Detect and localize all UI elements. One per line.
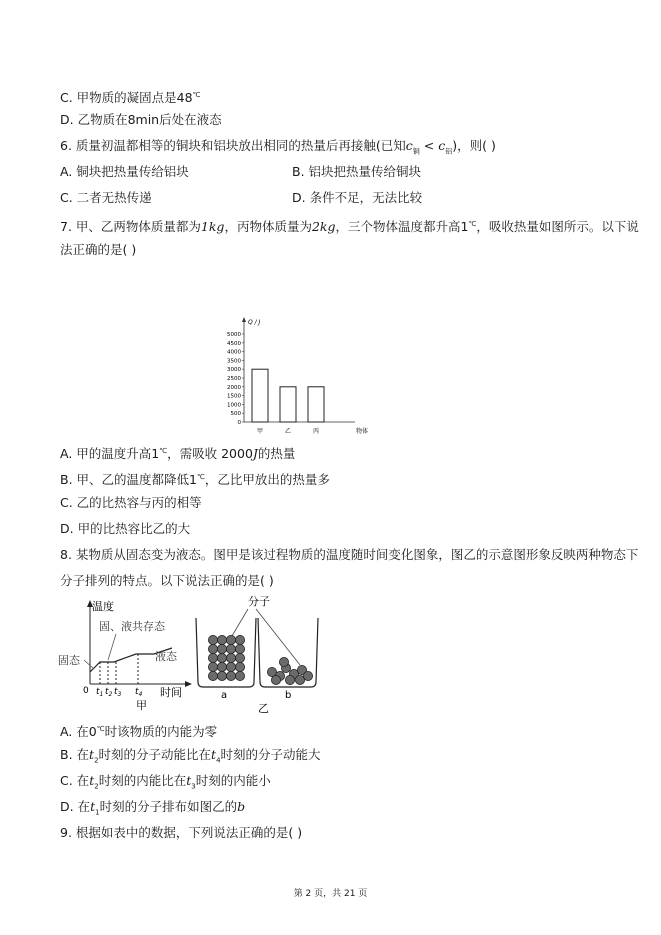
- liquid-label: 液态: [155, 650, 177, 663]
- time-axis-label: 时间: [160, 686, 182, 699]
- molecule: [208, 662, 217, 671]
- q5-option-c: C. 甲物质的凝固点是48℃: [60, 90, 201, 106]
- molecules-solid: [208, 635, 244, 680]
- molecule-label: 分子: [248, 595, 270, 608]
- category-label: 丙: [312, 428, 320, 435]
- bar-2: [308, 387, 324, 422]
- category-label: 甲: [256, 428, 264, 435]
- q6-option-c: C. 二者无热传递: [60, 190, 152, 205]
- q7-option-c: C. 乙的比热容与丙的相等: [60, 495, 202, 510]
- molecule: [235, 644, 244, 653]
- molecule: [285, 675, 294, 684]
- molecule: [217, 653, 226, 662]
- beaker-b-label: b: [285, 690, 292, 701]
- origin-label: 0: [83, 686, 89, 696]
- molecule: [226, 653, 235, 662]
- t3-label: $t_3$: [114, 687, 122, 698]
- molecule: [279, 657, 288, 666]
- y-tick-label: 2000: [227, 384, 241, 391]
- figure-yi-caption: 乙: [258, 702, 269, 715]
- bar-0: [252, 369, 268, 422]
- q5-option-d: D. 乙物质在8min后处在液态: [60, 112, 222, 127]
- q6-option-b: B. 铝块把热量传给铜块: [292, 164, 422, 179]
- q8-figure-yi: [188, 592, 328, 716]
- molecule: [208, 644, 217, 653]
- page-footer: 第 2 页，共 21 页: [293, 889, 368, 899]
- y-tick-label: 0: [237, 420, 241, 426]
- q8-option-a: A. 在0℃时该物质的内能为零: [60, 724, 218, 740]
- molecules-liquid: [267, 657, 312, 684]
- molecule: [217, 635, 226, 644]
- y-tick-label: 2500: [227, 376, 241, 382]
- y-tick-label: 4500: [227, 340, 241, 347]
- q8-option-b: B. 在$t_2$时刻的分子动能比在$t_4$时刻的分子动能大: [60, 747, 321, 765]
- q7-option-d: D. 甲的比热容比乙的大: [60, 521, 191, 536]
- molecule: [303, 671, 312, 680]
- q7-stem: 7. 甲、乙两物体质量都为1kg，丙物体质量为2kg，三个物体温度都升高1℃，吸收热量如图所示。以下说: [60, 219, 639, 235]
- molecule: [235, 653, 244, 662]
- molecule: [235, 671, 244, 680]
- mix-label: 固、液共存态: [99, 620, 165, 633]
- molecule: [208, 653, 217, 662]
- molecule-pointer-a: [232, 609, 248, 636]
- q7-stem-line2: 法正确的是( ): [60, 242, 137, 257]
- mix-pointer: [108, 634, 116, 660]
- y-tick-label: 3000: [227, 367, 241, 374]
- y-axis-arrow: [242, 317, 246, 322]
- q6-option-a: A. 铜块把热量传给铝块: [60, 164, 189, 179]
- molecule: [226, 662, 235, 671]
- y-tick-label: 1500: [227, 393, 241, 400]
- q8-stem: 8. 某物质从固态变为液态。图甲是该过程物质的温度随时间变化图象，图乙的示意图形象反映两种物态下: [60, 547, 639, 562]
- temp-axis-label: 温度: [92, 600, 114, 613]
- bar-1: [280, 387, 296, 422]
- solid-pointer: [84, 660, 94, 669]
- category-label: 乙: [284, 428, 292, 435]
- t2-label: $t_2$: [105, 687, 113, 698]
- q6-option-d: D. 条件不足，无法比较: [292, 190, 423, 205]
- y-tick-label: 500: [230, 411, 241, 418]
- q8-stem-line2: 分子排列的特点。以下说法正确的是( ): [60, 573, 274, 588]
- molecule: [217, 662, 226, 671]
- figure-jia-caption: 甲: [136, 699, 147, 712]
- q7-option-b: B. 甲、乙的温度都降低1℃，乙比甲放出的热量多: [60, 472, 330, 488]
- y-axis-label: Q / J: [248, 319, 261, 326]
- y-tick-label: 3500: [227, 358, 241, 365]
- molecule: [235, 635, 244, 644]
- q8-figure-jia: [56, 596, 196, 712]
- q7-bar-chart: [210, 312, 385, 440]
- solid-label: 固态: [58, 654, 80, 667]
- q9-stem: 9. 根据如表中的数据，下列说法正确的是( ): [60, 825, 303, 840]
- molecule: [226, 644, 235, 653]
- molecule: [226, 671, 235, 680]
- t1-label: $t_1$: [96, 687, 104, 698]
- x-axis-label: 物体: [356, 428, 369, 435]
- y-tick-label: 4000: [227, 349, 241, 356]
- molecule-pointer-b: [256, 609, 300, 665]
- molecule: [226, 635, 235, 644]
- q8-option-d: D. 在$t_1$时刻的分子排布如图乙的b: [60, 799, 246, 817]
- molecule: [271, 675, 280, 684]
- molecule: [208, 671, 217, 680]
- q7-option-a: A. 甲的温度升高1℃，需吸收 2000J的热量: [60, 446, 296, 462]
- t4-label: $t_4$: [135, 687, 143, 698]
- beaker-a-label: a: [221, 690, 228, 701]
- molecule: [217, 671, 226, 680]
- molecule: [217, 644, 226, 653]
- molecule: [208, 635, 217, 644]
- molecule: [235, 662, 244, 671]
- q8-option-c: C. 在$t_2$时刻的内能比在$t_3$时刻的内能小: [60, 773, 271, 791]
- q6-stem: 6. 质量初温都相等的铜块和铝块放出相同的热量后再接触(已知$c_铜 < c_铝$)，则( ): [60, 138, 496, 156]
- y-tick-label: 1000: [227, 402, 241, 409]
- y-tick-label: 5000: [227, 332, 241, 338]
